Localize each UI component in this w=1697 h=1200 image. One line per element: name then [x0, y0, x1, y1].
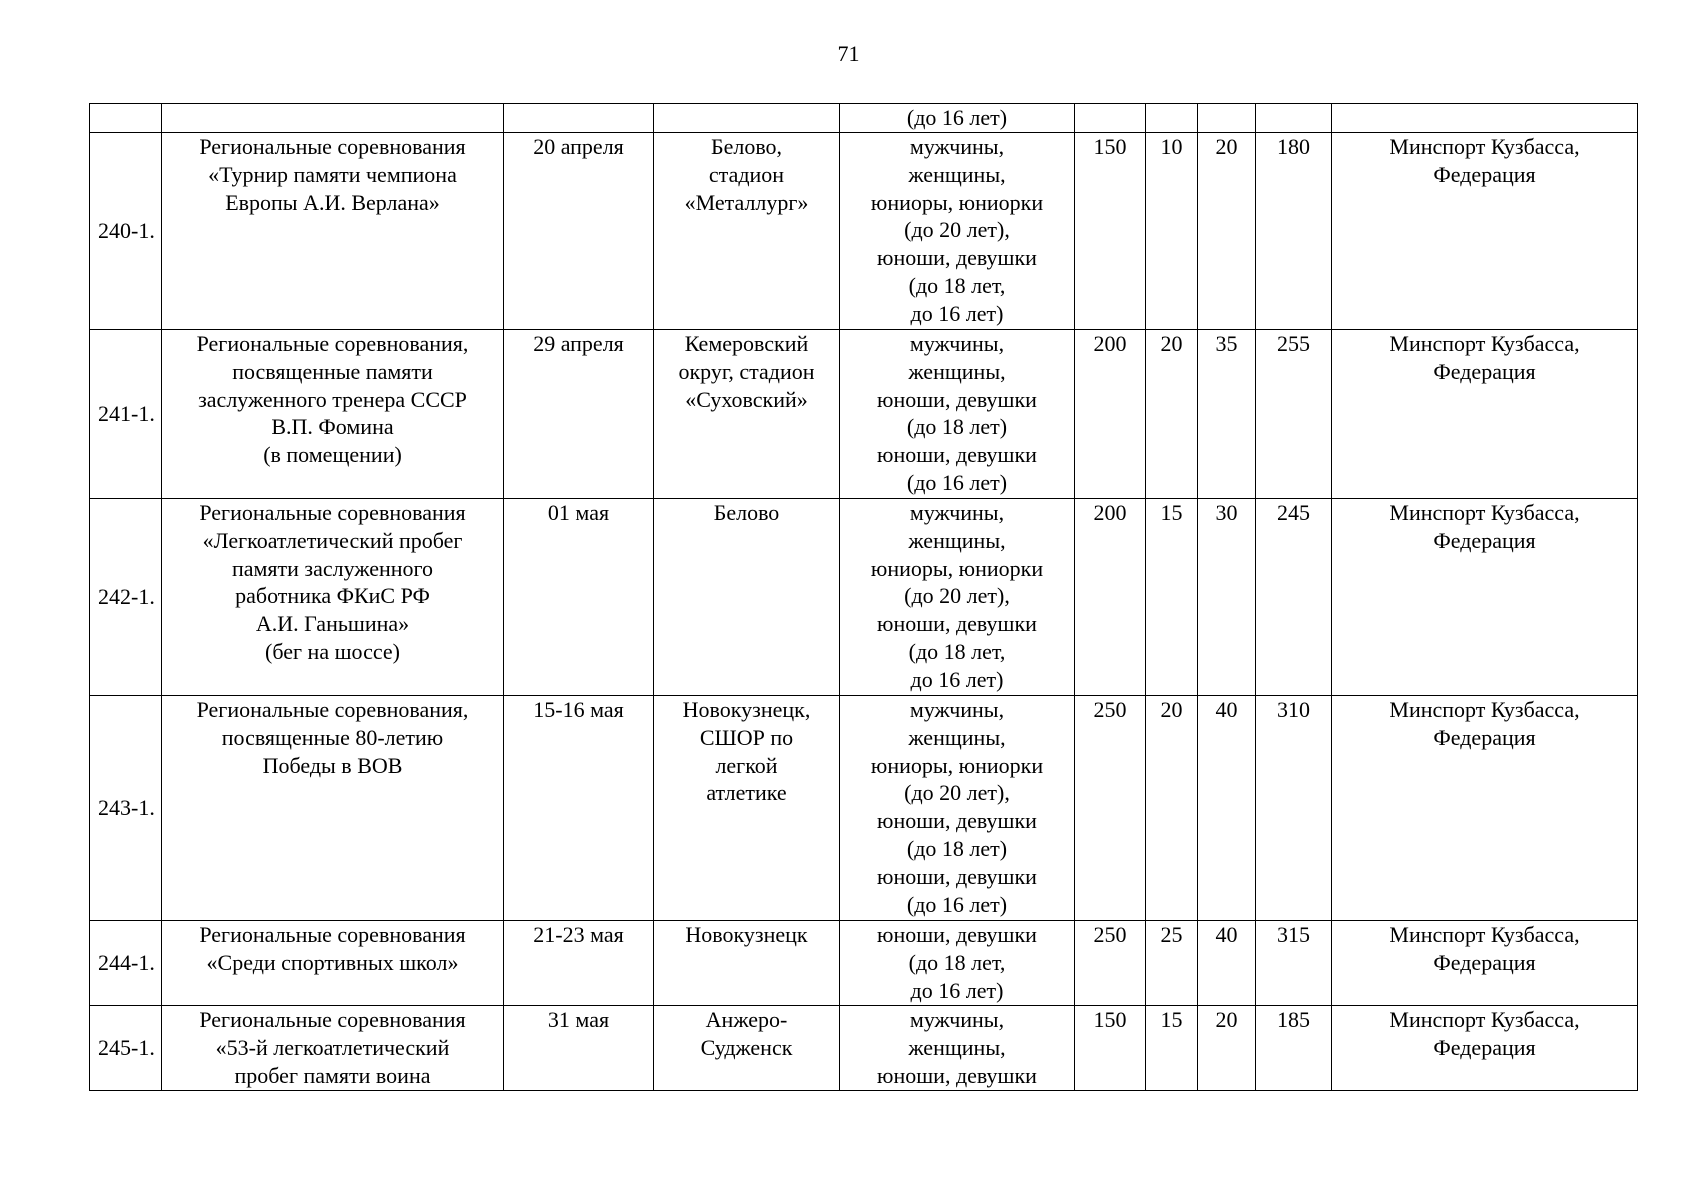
cell-place: Белово — [654, 499, 840, 696]
cell-date — [504, 104, 654, 133]
cell-count-3: 40 — [1198, 921, 1256, 1006]
cell-count-2: 20 — [1146, 696, 1198, 921]
cell-date: 15-16 мая — [504, 696, 654, 921]
cell-organizer: Минспорт Кузбасса, Федерация — [1332, 921, 1638, 1006]
cell-num: 243-1. — [90, 696, 162, 921]
cell-count-2: 20 — [1146, 330, 1198, 499]
cell-total: 255 — [1256, 330, 1332, 499]
cell-date: 01 мая — [504, 499, 654, 696]
table-row — [90, 133, 1638, 330]
cell-name: Региональные соревнования «Легкоатлетический пробег памяти заслуженного работника ФКиС РФ А.И. Ганьшина» (бег на шоссе) — [162, 499, 504, 696]
cell-place: Новокузнецк — [654, 921, 840, 1006]
cell-count-1 — [1075, 104, 1146, 133]
cell-count-1: 250 — [1075, 921, 1146, 1006]
cell-total: 315 — [1256, 921, 1332, 1006]
cell-count-1: 200 — [1075, 499, 1146, 696]
table-row — [90, 499, 1638, 696]
cell-name: Региональные соревнования, посвященные памяти заслуженного тренера СССР В.П. Фомина (в помещении) — [162, 330, 504, 499]
cell-total — [1256, 104, 1332, 133]
cell-total: 245 — [1256, 499, 1332, 696]
table-row — [90, 1006, 1638, 1091]
cell-total: 310 — [1256, 696, 1332, 921]
cell-place: Кемеровский округ, стадион «Суховский» — [654, 330, 840, 499]
cell-place: Анжеро- Судженск — [654, 1006, 840, 1091]
cell-count-3: 20 — [1198, 133, 1256, 330]
cell-num: 244-1. — [90, 921, 162, 1006]
cell-participants: (до 16 лет) — [840, 104, 1075, 133]
cell-date: 31 мая — [504, 1006, 654, 1091]
cell-count-3: 30 — [1198, 499, 1256, 696]
cell-participants: мужчины, женщины, юноши, девушки — [840, 1006, 1075, 1091]
cell-count-2: 15 — [1146, 1006, 1198, 1091]
cell-organizer: Минспорт Кузбасса, Федерация — [1332, 696, 1638, 921]
table-row — [90, 696, 1638, 921]
cell-name — [162, 104, 504, 133]
cell-name: Региональные соревнования «53-й легкоатлетический пробег памяти воина — [162, 1006, 504, 1091]
cell-count-3 — [1198, 104, 1256, 133]
cell-organizer: Минспорт Кузбасса, Федерация — [1332, 1006, 1638, 1091]
cell-count-1: 200 — [1075, 330, 1146, 499]
cell-place — [654, 104, 840, 133]
cell-count-3: 40 — [1198, 696, 1256, 921]
cell-count-2: 15 — [1146, 499, 1198, 696]
cell-total: 180 — [1256, 133, 1332, 330]
cell-name: Региональные соревнования «Среди спортивных школ» — [162, 921, 504, 1006]
events-table — [89, 103, 1638, 1091]
cell-organizer: Минспорт Кузбасса, Федерация — [1332, 133, 1638, 330]
cell-date: 29 апреля — [504, 330, 654, 499]
cell-name: Региональные соревнования «Турнир памяти чемпиона Европы А.И. Верлана» — [162, 133, 504, 330]
cell-organizer: Минспорт Кузбасса, Федерация — [1332, 330, 1638, 499]
cell-participants: юноши, девушки (до 18 лет, до 16 лет) — [840, 921, 1075, 1006]
cell-count-3: 35 — [1198, 330, 1256, 499]
table-row — [90, 921, 1638, 1006]
cell-count-1: 150 — [1075, 1006, 1146, 1091]
cell-date: 20 апреля — [504, 133, 654, 330]
cell-num: 241-1. — [90, 330, 162, 499]
cell-participants: мужчины, женщины, юниоры, юниорки (до 20 лет), юноши, девушки (до 18 лет, до 16 лет) — [840, 499, 1075, 696]
cell-name: Региональные соревнования, посвященные 80-летию Победы в ВОВ — [162, 696, 504, 921]
cell-count-1: 150 — [1075, 133, 1146, 330]
table-row — [90, 330, 1638, 499]
cell-participants: мужчины, женщины, юноши, девушки (до 18 лет) юноши, девушки (до 16 лет) — [840, 330, 1075, 499]
cell-num: 245-1. — [90, 1006, 162, 1091]
cell-place: Новокузнецк, СШОР по легкой атлетике — [654, 696, 840, 921]
cell-num — [90, 104, 162, 133]
cell-participants: мужчины, женщины, юниоры, юниорки (до 20 лет), юноши, девушки (до 18 лет) юноши, девушки (до 16 лет) — [840, 696, 1075, 921]
table-row-continued — [90, 104, 1638, 133]
cell-count-2: 25 — [1146, 921, 1198, 1006]
cell-organizer — [1332, 104, 1638, 133]
cell-date: 21-23 мая — [504, 921, 654, 1006]
page-number: 71 — [837, 41, 860, 66]
cell-count-2: 10 — [1146, 133, 1198, 330]
cell-organizer: Минспорт Кузбасса, Федерация — [1332, 499, 1638, 696]
cell-count-2 — [1146, 104, 1198, 133]
cell-num: 242-1. — [90, 499, 162, 696]
cell-place: Белово, стадион «Металлург» — [654, 133, 840, 330]
cell-participants: мужчины, женщины, юниоры, юниорки (до 20 лет), юноши, девушки (до 18 лет, до 16 лет) — [840, 133, 1075, 330]
cell-count-3: 20 — [1198, 1006, 1256, 1091]
cell-num: 240-1. — [90, 133, 162, 330]
cell-total: 185 — [1256, 1006, 1332, 1091]
cell-count-1: 250 — [1075, 696, 1146, 921]
